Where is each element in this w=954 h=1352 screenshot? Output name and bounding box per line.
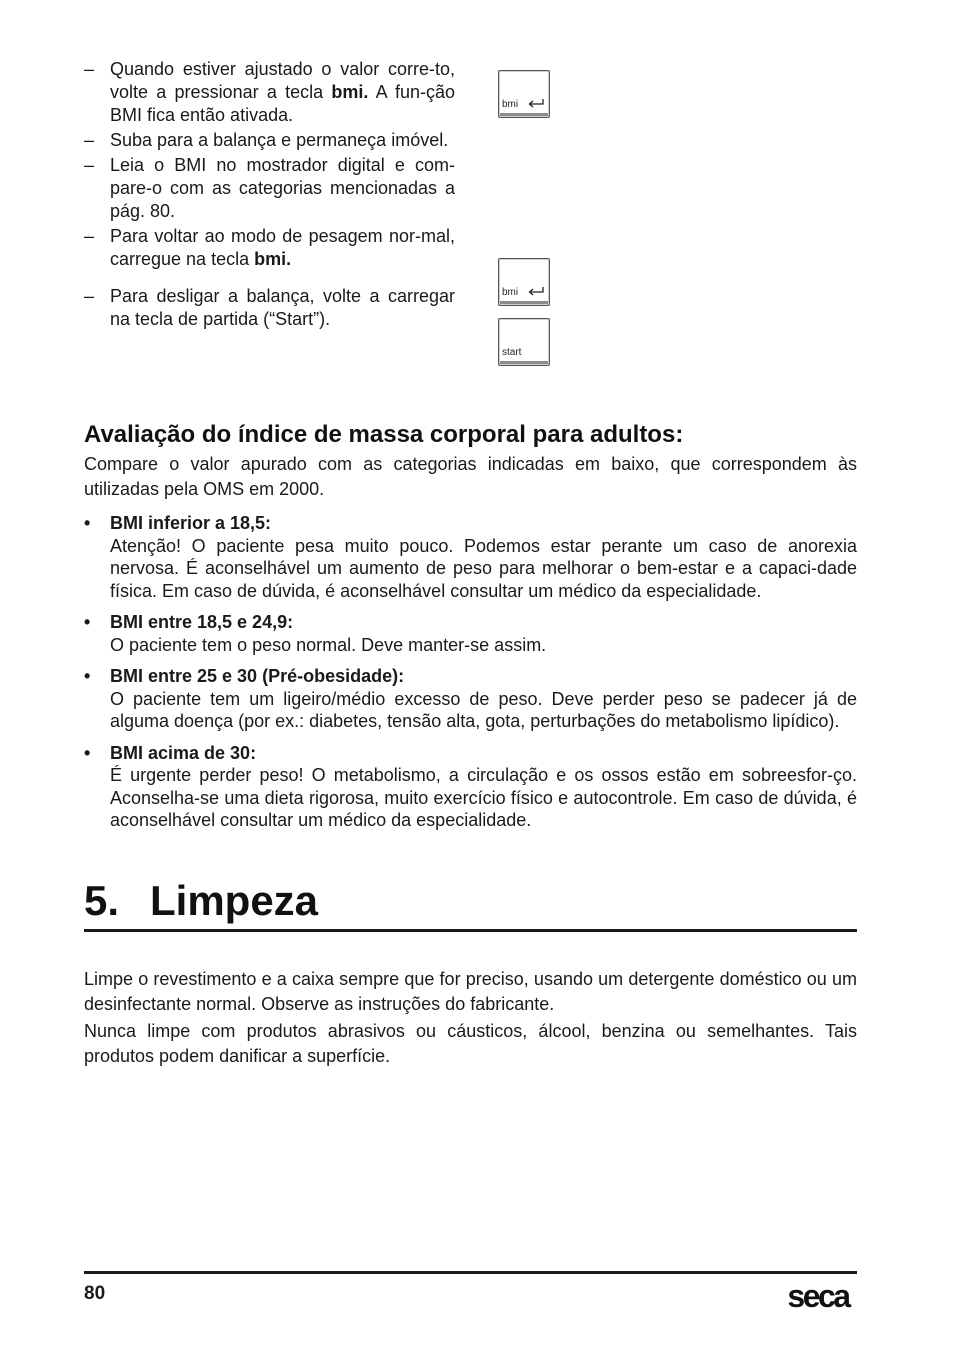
cleaning-paragraph: Limpe o revestimento e a caixa sempre que for preciso, usando um detergente doméstico ou um desinfectante normal. Observe as instruções do fabricante. [84, 969, 857, 1014]
category-title: BMI inferior a 18,5: [110, 513, 272, 533]
footer-divider [84, 1271, 857, 1274]
category-text: O paciente tem o peso normal. Deve manter-se assim. [110, 634, 547, 655]
category-text: O paciente tem um ligeiro/médio excesso de peso. Deve perder peso se padecer já de alguma doença (por ex.: diabetes, tensão alta, gota, perturbações do metabolismo lipídico). [110, 688, 857, 731]
step-4 [84, 225, 455, 271]
category-title: BMI acima de 30: [110, 742, 257, 763]
category-text: É urgente perder peso! O metabolismo, a circulação e os ossos estão em sobreesfor-ço. Aconselha-se uma dieta rigorosa, muito exercício físico e autocontrole. Em caso de dúvida, é aconselhável consultar um médico da especialidade. [110, 765, 857, 830]
instruction-steps [84, 58, 455, 331]
category-title: BMI entre 25 e 30 (Pré-obesidade): [110, 666, 405, 686]
list-item [84, 611, 857, 656]
bmi-key-illustration [498, 70, 550, 118]
section-intro: Compare o valor apurado com as categorias indicadas em baixo, que correspondem às utilizadas pela OMS em 2000. [84, 454, 857, 499]
category-text: Atenção! O paciente pesa muito pouco. Podemos estar perante um caso de anorexia nervosa. É aconselhável um aumento de peso para melhorar o bem-estar e a capaci-dade física. Em caso de dúvida, é aconselhável consultar um médico da especialidade. [110, 535, 857, 601]
step-5 [84, 285, 455, 331]
dash: – [84, 59, 95, 79]
list-item [84, 665, 857, 733]
enter-arrow-icon [527, 286, 545, 296]
page-number: 80 [84, 1283, 106, 1304]
list-item [84, 512, 857, 602]
dash: – [84, 130, 95, 150]
start-key-illustration [498, 318, 550, 366]
step-text: Para desligar a balança, volte a carregar na tecla de partida (“Start”). [110, 286, 455, 329]
enter-arrow-icon [527, 98, 545, 108]
key-label: bmi [502, 99, 519, 110]
bullet: • [84, 612, 91, 632]
bullet: • [84, 742, 91, 763]
step-text: Para voltar ao modo de pesagem nor-mal, carregue na tecla [110, 226, 455, 269]
step-text: Leia o BMI no mostrador digital e com-pare-o com as categorias mencionadas a pág. 80. [110, 155, 455, 221]
step-3 [84, 154, 455, 223]
step-1 [84, 58, 455, 127]
dash: – [84, 155, 95, 175]
bmi-category-list [84, 512, 857, 841]
step-key-name: bmi. [254, 249, 292, 269]
bullet: • [84, 513, 91, 533]
list-item [84, 742, 857, 832]
key-label: start [502, 347, 522, 358]
dash: – [84, 286, 95, 306]
bmi-key-illustration [498, 258, 550, 306]
step-2 [84, 129, 455, 152]
chapter-heading [84, 874, 857, 928]
bullet: • [84, 666, 91, 686]
seca-logo [778, 1278, 858, 1314]
chapter-number: 5. [84, 877, 120, 924]
step-text: Suba para a balança e permaneça imóvel. [110, 130, 449, 150]
dash: – [84, 226, 95, 246]
step-text-after: A fun-ção BMI fica então ativada. [110, 82, 455, 125]
logo-text: seca [787, 1278, 849, 1314]
section-heading: Avaliação do índice de massa corporal para adultos: [84, 421, 684, 448]
key-label: bmi [502, 287, 519, 298]
chapter-title: Limpeza [150, 877, 319, 924]
step-text: Quando estiver ajustado o valor corre-to, volte a pressionar a tecla [110, 59, 455, 102]
category-title: BMI entre 18,5 e 24,9: [110, 612, 294, 632]
step-key-name: bmi. [331, 82, 369, 102]
cleaning-paragraph: Nunca limpe com produtos abrasivos ou cáusticos, álcool, benzina ou semelhantes. Tais produtos podem danificar a superfície. [84, 1021, 857, 1066]
chapter-divider [84, 929, 857, 932]
